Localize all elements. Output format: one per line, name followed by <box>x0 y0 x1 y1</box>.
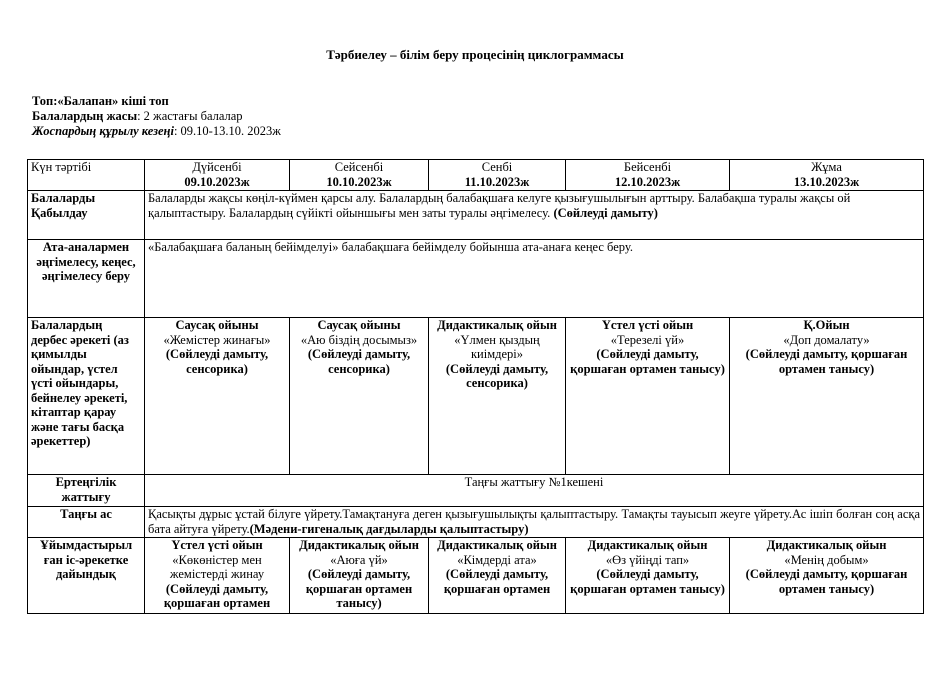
header-day-friday <box>730 160 924 191</box>
day-name: Бейсенбі <box>623 160 672 174</box>
breakfast-body: Қасықты дұрыс ұстай білуге үйрету.Тамақтануға деген қызығушылықты қалыптастыру. Тамақты тауысып жеуге үйрету.Ас ішіп болған соң асқа бата айтуға үйрету. <box>148 507 920 536</box>
activity-type: Қ.Ойын <box>803 318 850 332</box>
independent-cell-tuesday <box>290 318 429 475</box>
activity-name: «Көкөністер мен жемістерді жинау <box>169 552 265 581</box>
exercise-text: Таңғы жаттығу №1кешені <box>145 475 924 507</box>
reception-skill: (Сөйлеуді дамыту) <box>553 205 658 220</box>
activity-skills: (Сөйлеуді дамыту, қоршаған ортамен танысу) <box>305 567 413 610</box>
group-line: Топ:«Балапан» кіші топ <box>32 94 169 108</box>
activity-skills: (Сөйлеуді дамыту, қоршаған ортамен <box>443 567 551 596</box>
age-label: Балалардың жасы <box>32 109 138 123</box>
parents-text: «Балабақшаға баланың бейімделуі» балабақшаға бейімделу бойынша ата-анаға кеңес беру. <box>145 240 924 318</box>
breakfast-label: Таңғы ас <box>28 507 145 538</box>
parents-label: Ата-аналармен әңгімелесу, кеңес, әңгімелесу беру <box>28 240 145 318</box>
activity-type: Саусақ ойыны <box>175 318 259 332</box>
header-day-tuesday <box>290 160 429 191</box>
cyclogram-table <box>27 159 924 614</box>
independent-cell-thursday <box>566 318 730 475</box>
activity-type: Дидактикалық ойын <box>587 538 708 552</box>
activity-name: «Өз үйіңді тап» <box>605 552 690 567</box>
day-name: Сейсенбі <box>334 160 384 174</box>
activity-name: «Аю біздің досымыз» <box>300 332 418 347</box>
activity-name: «Доп домалату» <box>783 332 870 347</box>
activity-skills: (Сөйлеуді дамыту, қоршаған ортамен <box>163 581 271 610</box>
independent-cell-wednesday <box>429 318 566 475</box>
activity-type: Саусақ ойыны <box>317 318 401 332</box>
header-day-thursday <box>566 160 730 191</box>
reception-label: Балаларды Қабылдау <box>28 191 145 240</box>
exercise-label: Ертеңгілік жаттығу <box>28 475 145 507</box>
day-name: Жұма <box>811 160 842 174</box>
day-date: 10.10.2023ж <box>326 174 392 189</box>
breakfast-skill: (Мәдени-гигеналық дағдыларды қалыптастыру) <box>249 521 529 536</box>
day-date: 09.10.2023ж <box>184 174 250 189</box>
organized-cell-wednesday <box>429 538 566 614</box>
independent-label: Балалардың дербес әрекеті (аз қимылды ойындар, үстел үсті ойындары, бейнелеу әрекеті, кітаптар қарау және тағы басқа әрекеттер) <box>28 318 145 475</box>
age-line <box>32 109 281 124</box>
activity-type: Дидактикалық ойын <box>437 318 557 332</box>
header-day-wednesday <box>429 160 566 191</box>
activity-type: Үстел үсті ойын <box>171 538 263 552</box>
day-date: 12.10.2023ж <box>614 174 681 189</box>
activity-skills: (Сөйлеуді дамыту, қоршаған ортамен танысу) <box>745 567 908 596</box>
activity-skills: (Сөйлеуді дамыту, сенсорика) <box>445 361 549 390</box>
organized-cell-friday <box>730 538 924 614</box>
activity-type: Дидактикалық ойын <box>437 538 557 552</box>
period-line <box>32 124 281 139</box>
activity-name: «Үлмен қыздың киімдері» <box>454 332 540 361</box>
activity-type: Дидактикалық ойын <box>299 538 419 552</box>
activity-name: «Аюға үй» <box>330 552 388 567</box>
activity-type: Дидактикалық ойын <box>766 538 887 552</box>
activity-type: Үстел үсті ойын <box>601 318 694 332</box>
header-day-monday <box>145 160 290 191</box>
reception-body: Балаларды жақсы көңіл-күймен қарсы алу. Балалардың балабақшаға келуге қызығушылығын арттыру. Балабақша туралы жақсы ой қалыптастыру. Балалардың сүйікті ойыншығы мен заты туралы әңгімелесу. <box>148 191 851 220</box>
reception-row <box>28 191 924 240</box>
age-value: : 2 жастағы балалар <box>137 109 243 123</box>
day-name: Дүйсенбі <box>192 160 242 174</box>
header-row <box>28 160 924 191</box>
reception-text <box>145 191 924 240</box>
activity-skills: (Сөйлеуді дамыту, қоршаған ортамен танысу) <box>745 347 908 376</box>
period-label: Жоспардың құрылу кезеңі <box>32 124 174 138</box>
breakfast-text <box>145 507 924 538</box>
activity-skills: (Сөйлеуді дамыту, сенсорика) <box>165 347 269 376</box>
activity-skills: (Сөйлеуді дамыту, сенсорика) <box>307 347 411 376</box>
organized-label: Ұйымдастырыл ған іс-әрекетке дайындық <box>28 538 145 614</box>
activity-name: «Менің добым» <box>784 552 869 567</box>
breakfast-row <box>28 507 924 538</box>
day-date: 13.10.2023ж <box>793 174 860 189</box>
independent-cell-monday <box>145 318 290 475</box>
organized-cell-tuesday <box>290 538 429 614</box>
period-value: : 09.10-13.10. 2023ж <box>173 124 281 138</box>
independent-row <box>28 318 924 475</box>
parents-row <box>28 240 924 318</box>
activity-name: «Кімдерді ата» <box>457 552 537 567</box>
document-title: Тәрбиелеу – білім беру процесінің циклограммасы <box>326 47 624 62</box>
organized-row <box>28 538 924 614</box>
header-schedule: Күн тәртібі <box>28 160 145 191</box>
activity-name: «Жемістер жинағы» <box>163 332 271 347</box>
independent-cell-friday <box>730 318 924 475</box>
activity-name: «Терезелі үй» <box>610 332 685 347</box>
day-name: Сенбі <box>481 160 513 174</box>
document-meta <box>32 94 281 139</box>
activity-skills: (Сөйлеуді дамыту, қоршаған ортамен танысу) <box>570 347 725 376</box>
organized-cell-monday <box>145 538 290 614</box>
exercise-row <box>28 475 924 507</box>
activity-skills: (Сөйлеуді дамыту, қоршаған ортамен танысу) <box>570 567 725 596</box>
organized-cell-thursday <box>566 538 730 614</box>
day-date: 11.10.2023ж <box>464 174 530 189</box>
